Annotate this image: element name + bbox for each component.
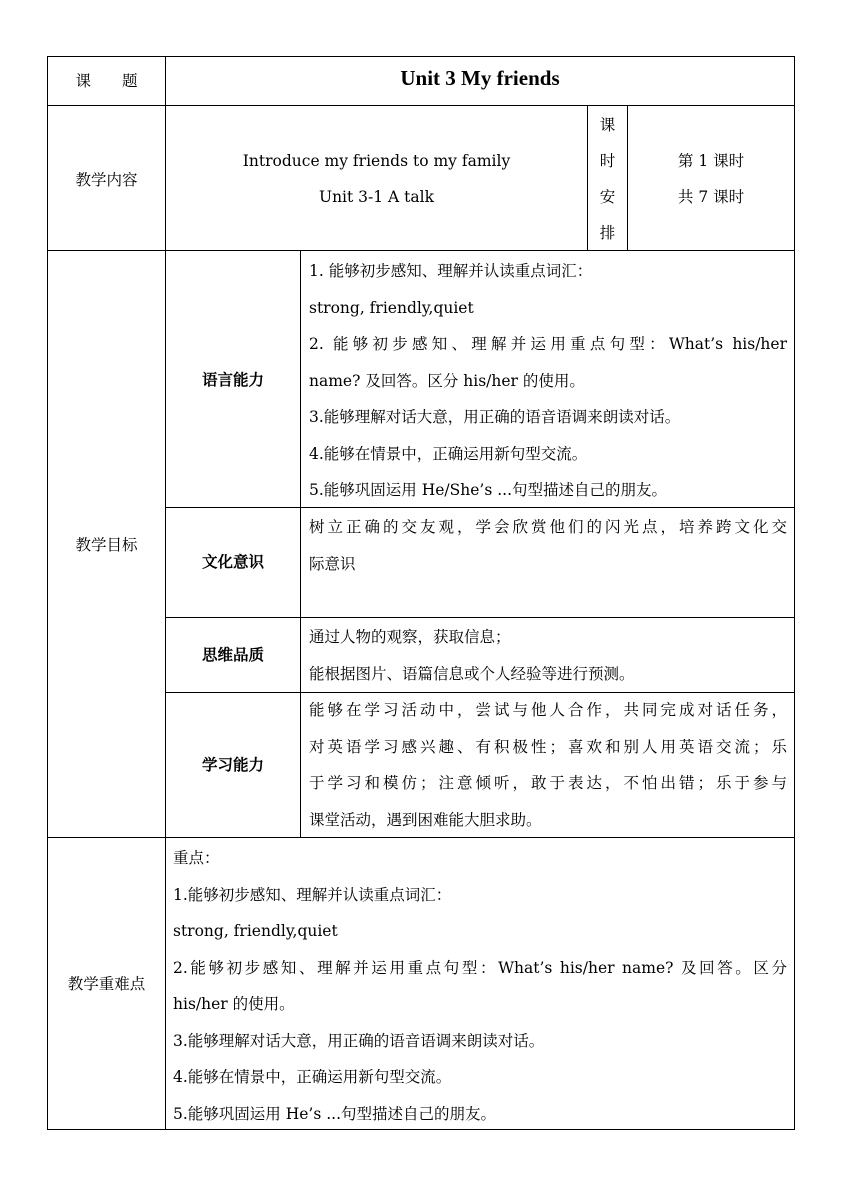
text-line: name? 及回答。区分 his/her 的使用。 (309, 371, 585, 390)
text-line: 能够在学习活动中，尝试与他人合作，共同完成对话任务， (309, 701, 787, 719)
topic-label: 课 题 (75, 72, 138, 90)
content-line-1: Introduce my friends to my family (242, 152, 511, 170)
page-title: Unit 3 My friends (400, 66, 560, 90)
text-line: 1. 能够初步感知、理解并认读重点词汇： (309, 262, 593, 280)
text-line: 4.能够在情景中，正确运用新句型交流。 (173, 1068, 452, 1086)
text-line: 3.能够理解对话大意，用正确的语音语调来朗读对话。 (309, 408, 681, 426)
text-line: 对英语学习感兴趣、有积极性；喜欢和别人用英语交流；乐 (309, 737, 787, 756)
text-line: 课堂活动，遇到困难能大胆求助。 (309, 810, 542, 829)
culture-text (309, 509, 787, 582)
text-line: 于学习和模仿；注意倾听，敢于表达，不怕出错；乐于参与 (309, 774, 787, 792)
text-line: 5.能够巩固运用 He’s ...句型描述自己的朋友。 (173, 1104, 496, 1123)
language-ability-text (309, 253, 787, 509)
objectives-label: 教学目标 (75, 536, 138, 554)
text-line: strong, friendly,quiet (309, 298, 474, 317)
thinking-text (309, 619, 787, 692)
language-ability-label: 语言能力 (201, 370, 264, 389)
schedule-label-char: 时 (599, 152, 616, 170)
lesson-number: 第 1 课时 (677, 152, 745, 170)
thinking-label: 思维品质 (201, 645, 264, 664)
text-line: strong, friendly,quiet (173, 922, 338, 940)
schedule-label-char: 课 (599, 116, 616, 134)
culture-label: 文化意识 (201, 552, 264, 571)
schedule-label-char: 安 (599, 188, 616, 206)
content-line-2: Unit 3-1 A talk (319, 188, 434, 206)
text-line: 树立正确的交友观，学会欣赏他们的闪光点，培养跨文化交 (309, 518, 787, 536)
text-line: 际意识 (309, 554, 356, 573)
text-line: 重点： (173, 849, 220, 867)
text-line: 3.能够理解对话大意，用正确的语音语调来朗读对话。 (173, 1031, 545, 1050)
text-line: 1.能够初步感知、理解并认读重点词汇： (173, 885, 452, 904)
lesson-total: 共 7 课时 (677, 188, 745, 206)
content-label: 教学内容 (75, 171, 138, 189)
learning-text (309, 692, 787, 838)
key-points-label: 教学重难点 (67, 975, 146, 993)
text-line: 2.能够初步感知、理解并运用重点句型：What’s his/her name? 及回答。区分 (173, 958, 787, 977)
learning-label: 学习能力 (201, 755, 264, 774)
text-line: his/her 的使用。 (173, 995, 295, 1013)
text-line: 4.能够在情景中，正确运用新句型交流。 (309, 444, 588, 463)
key-points-text (173, 840, 787, 1132)
text-line: 能根据图片、语篇信息或个人经验等进行预测。 (309, 664, 635, 683)
text-line: 5.能够巩固运用 He/She’s ...句型描述自己的朋友。 (309, 481, 667, 499)
schedule-label-char: 排 (599, 224, 616, 242)
text-line: 通过人物的观察，获取信息； (309, 628, 511, 646)
text-line: 2. 能够初步感知、理解并运用重点句型：What’s his/her (309, 335, 787, 353)
